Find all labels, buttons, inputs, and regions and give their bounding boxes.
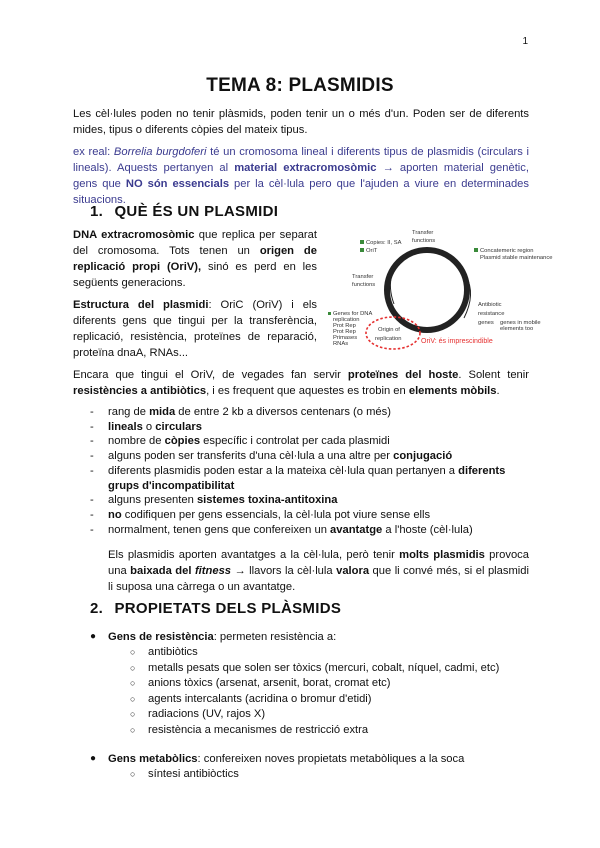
label-genes: genes: [478, 320, 494, 326]
legend-swatch-2: [360, 248, 364, 252]
section-1-heading: 1. QUÈ ÉS UN PLASMIDI: [90, 203, 279, 220]
origin-highlight: [366, 317, 420, 349]
list-item: ○ resistència a mecanismes de restricció extra: [130, 723, 369, 736]
legend-swatch-1: [360, 240, 364, 244]
features-list: [90, 405, 530, 537]
list-item-metabolic: ● Gens metabòlics: confereixen noves propietats metabòliques a la soca ○ síntesi antibiòctics: [90, 751, 530, 783]
list-item: - no codifiquen per gens essencials, la cèl·lula pot viure sense ells: [90, 508, 431, 521]
label-transfer-left: Transfer: [352, 274, 374, 280]
label-origin: Origin of: [378, 327, 400, 333]
label-rep6: RNAs: [333, 341, 349, 347]
label-rep3: Prot Rep: [333, 323, 356, 329]
page-number: 1: [522, 36, 528, 47]
label-rep2: replication: [333, 317, 360, 323]
plasmid-diagram: [326, 228, 553, 354]
example-paragraph: ex real: Borrelia burgdoferi té un cromosoma lineal i diferents tipus de plasmidis (circulars i lineals). Aquests pertanyen al material extracromosòmic → aporten material genètic, gens que NO són essencials per la cèl·lula pero que l'ajuden a viure en determinades situacions.: [73, 146, 530, 206]
list-item: - rang de mida de entre 2 kb a diversos centenars (o més): [90, 406, 391, 418]
label-oriv: OriV: és imprescindible: [421, 338, 493, 345]
list-item: ○ anions tòxics (arsenat, arsenit, borat, cromat etc): [130, 677, 391, 690]
host-proteins-paragraph: Encara que tingui el OriV, de vegades fan servir proteïnes del hoste. Solent tenir resistències a antibiòtics, i es frequent que aquestes es trobin en elements mòbils.: [73, 369, 529, 397]
label-genes-note2: elements too: [500, 326, 534, 332]
list-item: - alguns presenten sistemes toxina-antitoxina: [90, 494, 338, 507]
structure-paragraph: Estructura del plasmidi: OriC (OriV) i els diferents gens que tingui per la transferència, replicació, resistència, proteïnes de reparació, proteïna dnaA, RNAs...: [73, 299, 318, 359]
list-item: - normalment, tenen gens que confereixen un avantatge a l'hoste (cèl·lula): [90, 523, 473, 536]
label-concatemeric: Concatemeric region: [480, 248, 534, 254]
legend-swatch-4: [328, 312, 331, 315]
list-item-resistance: ● Gens de resistència: permeten resistència a: ○ antibiòtics ○ metalls pesats que solen ser tòxics (mercuri, cobalt, níquel, cadmi, etc) ○ anions tòxics (arsenat, arsenit, borat, cromat etc) ○ agents intercalants (acridina o bromur d'etidi) ○ radiacions (UV, rajos X) ○ resistència a mecanismes de restricció extra: [90, 629, 530, 739]
definition-paragraph: DNA extracromosòmic que replica per separat del cromosoma. Tots tenen un origen de replicació propi (OriV), sinó es perd en les següents generacions.: [73, 229, 317, 289]
plasmid-inner-dashes: [391, 254, 463, 326]
label-functions-top: functions: [412, 238, 436, 244]
section-2-heading: 2. PROPIETATS DELS PLÀSMIDS: [90, 600, 342, 617]
list-item: - lineals o circulars: [90, 420, 202, 433]
label-functions-left: functions: [352, 282, 376, 288]
label-replication: replication: [375, 336, 402, 342]
label-copies: Copies: II, SA: [366, 240, 402, 246]
label-rep1: Genes for DNA: [333, 311, 373, 317]
label-resistance: resistance: [478, 311, 505, 317]
page-title: TEMA 8: PLASMIDIS: [206, 75, 394, 96]
label-rep4: Prot Rep: [333, 329, 356, 335]
label-rep5: Primases: [333, 335, 358, 341]
metabolic-sublist: [108, 767, 530, 783]
properties-list: [90, 629, 530, 782]
list-item: ○ metalls pesats que solen ser tòxics (mercuri, cobalt, níquel, cadmi, etc): [130, 661, 500, 674]
intro-paragraph: Les cèl·lules poden no tenir plàsmids, poden tenir un o més d'un. Poden ser de diferents mides, tipus o diferents còpies del mateix tipus.: [73, 108, 529, 136]
list-item: ○ antibiòtics: [130, 646, 198, 658]
label-maintenance: Plasmid stable maintenance: [480, 255, 553, 261]
list-item: - nombre de còpies específic i controlat per cada plasmidi: [90, 435, 390, 448]
list-item: ○ síntesi antibiòctics: [130, 767, 239, 780]
list-item: ○ agents intercalants (acridina o bromur d'etidi): [130, 692, 372, 705]
label-antibiotic: Antibiotic: [478, 302, 502, 308]
legend-swatch-3: [474, 248, 478, 252]
list-item: ○ radiacions (UV, rajos X): [130, 708, 266, 721]
resistance-sublist: [108, 645, 530, 739]
label-genes-note: genes in mobile: [500, 320, 541, 326]
label-orit: OriT: [366, 248, 378, 254]
list-item: - diferents plasmidis poden estar a la mateixa cèl·lula quan pertanyen a diferents grups d'incompatibilitat: [90, 464, 506, 492]
list-item: - alguns poden ser transferits d'una cèl·lula a una altre per conjugació: [90, 450, 453, 463]
label-transfer-top: Transfer: [412, 230, 434, 236]
advantage-paragraph: Els plasmidis aporten avantatges a la cèl·lula, però tenir molts plasmidis provoca una baixada del fitness → llavors la cèl·lula valora que li convé més, si el plasmidi li suposa una càrrega o un avantatge.: [108, 549, 529, 593]
